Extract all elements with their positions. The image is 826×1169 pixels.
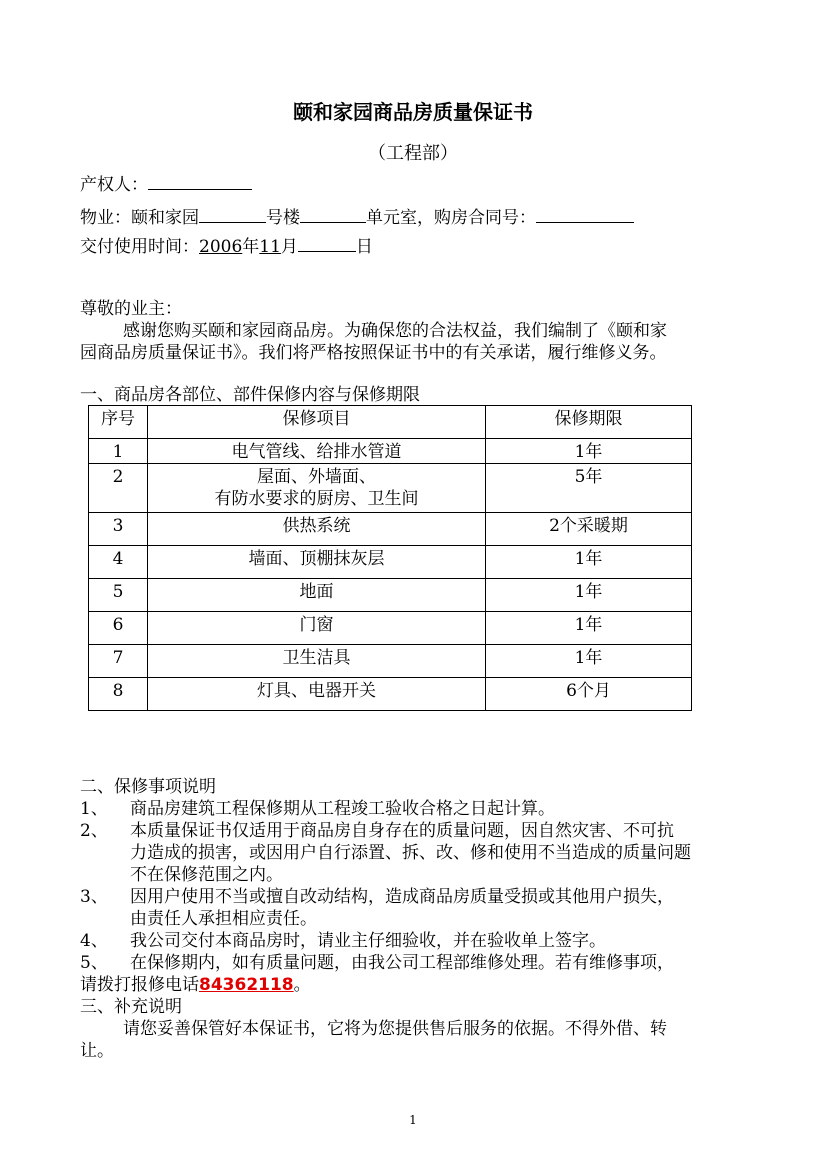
intro-line-2: 园商品房质量保证书》。我们将严格按照保证书中的有关承诺，履行维修义务。	[80, 343, 667, 363]
row-number: 5	[89, 579, 148, 612]
building-suffix: 号楼	[266, 208, 300, 228]
item-2-line-2: 力造成的损害，或因用户自行添置、拆、改、修和使用不当造成的质量问题	[130, 843, 691, 863]
delivery-label: 交付使用时间：	[80, 237, 199, 257]
table-row	[89, 464, 692, 513]
row-number: 6	[89, 612, 148, 645]
row-item: 门窗	[148, 612, 486, 645]
unit-suffix: 单元室，购房合同号：	[366, 208, 536, 228]
item-5-line-1: 在保修期内，如有质量问题，由我公司工程部维修处理。若有维修事项，	[130, 953, 674, 973]
year-suffix: 年	[242, 237, 260, 257]
row-period: 1年	[486, 645, 692, 678]
row-number: 1	[89, 439, 148, 464]
owner-label: 产权人：	[80, 175, 148, 195]
section3-line-2: 让。	[80, 1041, 114, 1061]
repair-phone-label: 请拨打报修电话	[80, 975, 199, 995]
repair-phone-suffix: 。	[293, 975, 311, 995]
row-item: 地面	[148, 579, 486, 612]
row-period: 1年	[486, 439, 692, 464]
row-item	[148, 464, 486, 513]
section3-heading: 三、补充说明	[80, 997, 182, 1017]
item-5-number: 5、	[80, 953, 108, 973]
row-number: 3	[89, 513, 148, 546]
row-period: 6个月	[486, 678, 692, 711]
row-item: 供热系统	[148, 513, 486, 546]
section3-line-1: 请您妥善保管好本保证书，它将为您提供售后服务的依据。不得外借、转	[123, 1019, 667, 1039]
owner-blank	[148, 172, 252, 190]
row-item-line-2: 有防水要求的厨房、卫生间	[214, 489, 419, 509]
owner-line	[80, 172, 252, 196]
row-number: 4	[89, 546, 148, 579]
row-period: 5年	[486, 464, 692, 513]
document-subtitle: （工程部）	[368, 143, 458, 164]
repair-phone-number: 84362118	[199, 975, 294, 995]
contract-blank	[536, 205, 634, 223]
item-5-continuation	[80, 974, 311, 996]
row-period: 1年	[486, 546, 692, 579]
header-cell-item: 保修项目	[148, 406, 486, 439]
row-period: 1年	[486, 612, 692, 645]
table-row	[89, 645, 692, 678]
table-row	[89, 678, 692, 711]
item-1-number: 1、	[80, 799, 108, 819]
item-4-line-1: 我公司交付本商品房时，请业主仔细验收，并在验收单上签字。	[130, 931, 606, 951]
table-row	[89, 439, 692, 464]
month-suffix: 月	[280, 237, 298, 257]
property-line	[80, 205, 634, 229]
table-row	[89, 612, 692, 645]
item-1-line-1: 商品房建筑工程保修期从工程竣工验收合格之日起计算。	[130, 799, 555, 819]
delivery-line	[80, 234, 373, 258]
row-number: 2	[89, 464, 148, 513]
row-period: 1年	[486, 579, 692, 612]
row-number: 8	[89, 678, 148, 711]
item-2-line-1: 本质量保证书仅适用于商品房自身存在的质量问题，因自然灾害、不可抗	[130, 821, 674, 841]
header-cell-period: 保修期限	[486, 406, 692, 439]
building-blank	[199, 205, 266, 223]
row-item: 墙面、顶棚抹灰层	[148, 546, 486, 579]
table-header-row	[89, 406, 692, 439]
item-3-line-2: 由责任人承担相应责任。	[130, 909, 317, 929]
header-cell-number: 序号	[89, 406, 148, 439]
row-item: 电气管线、给排水管道	[148, 439, 486, 464]
row-period: 2个采暖期	[486, 513, 692, 546]
day-suffix: 日	[355, 237, 373, 257]
page-number: 1	[409, 1113, 417, 1127]
table-row	[89, 513, 692, 546]
item-3-line-1: 因用户使用不当或擅自改动结构，造成商品房质量受损或其他用户损失，	[130, 887, 674, 907]
item-2-number: 2、	[80, 821, 108, 841]
delivery-year: 2006	[199, 237, 243, 257]
document-title: 颐和家园商品房质量保证书	[293, 100, 533, 124]
row-number: 7	[89, 645, 148, 678]
day-blank	[298, 234, 356, 252]
greeting: 尊敬的业主：	[80, 299, 182, 319]
intro-line-1: 感谢您购买颐和家园商品房。为确保您的合法权益，我们编制了《颐和家	[123, 321, 667, 341]
delivery-month: 11	[259, 237, 281, 257]
item-2-line-3: 不在保修范围之内。	[130, 865, 283, 885]
item-4-number: 4、	[80, 931, 108, 951]
row-item: 卫生洁具	[148, 645, 486, 678]
section2-heading: 二、保修事项说明	[80, 777, 216, 797]
warranty-table	[88, 405, 692, 711]
row-item-line-1: 屋面、外墙面、	[257, 467, 376, 487]
section1-heading: 一、商品房各部位、部件保修内容与保修期限	[80, 385, 420, 405]
table-row	[89, 546, 692, 579]
item-3-number: 3、	[80, 887, 108, 907]
unit-blank	[300, 205, 366, 223]
property-label: 物业：颐和家园	[80, 208, 199, 228]
table-row	[89, 579, 692, 612]
row-item: 灯具、电器开关	[148, 678, 486, 711]
